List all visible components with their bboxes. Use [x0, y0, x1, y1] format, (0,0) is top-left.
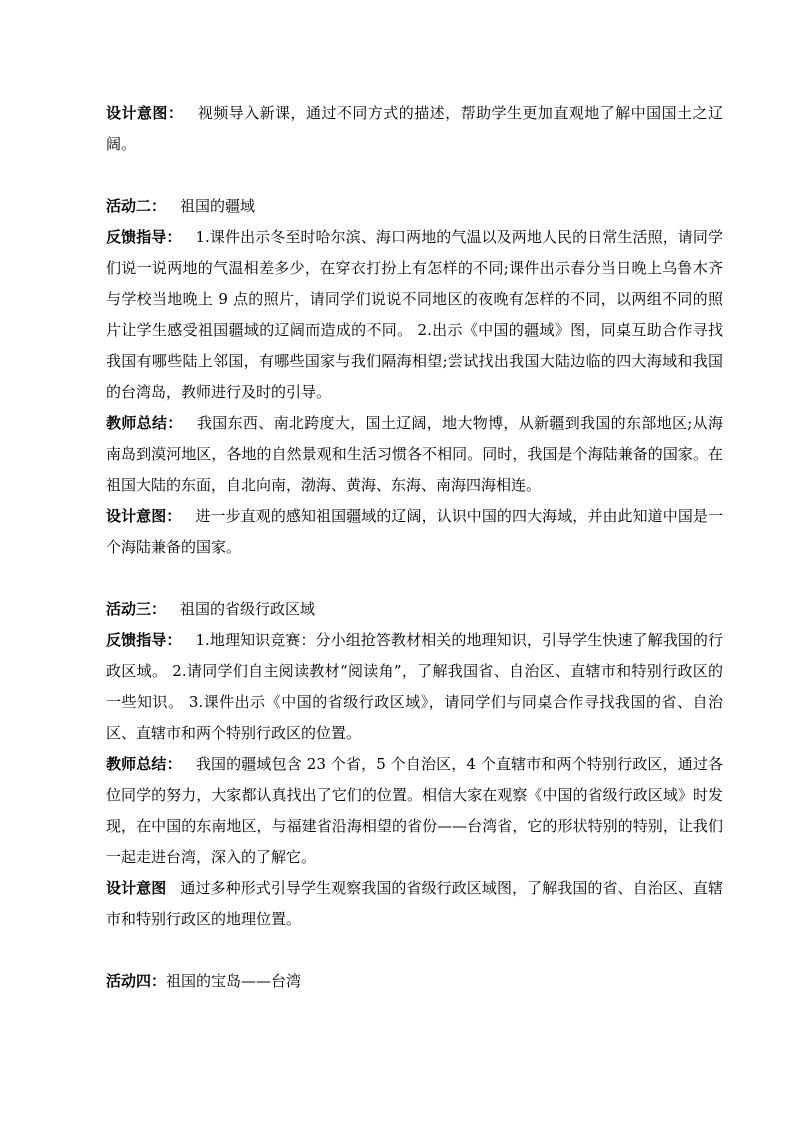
teacher-summary-text: 我国的疆域包含 23 个省，5 个自治区，4 个直辖市和两个特别行政区，通过各位同学的努力，大家都认真找出了它们的位置。相信大家在观察《中国的省级行政区域》时发现，在中国的东南地区，与福建省沿海相望的省份——台湾省，它的形状特别的特别，让我们一起走进台湾，深入的了解它。 — [106, 755, 723, 866]
activity-heading — [106, 594, 723, 625]
feedback-label: 反馈指导： — [106, 631, 182, 649]
design-intent-label: 设计意图： — [106, 507, 182, 525]
teacher-summary-label: 教师总结： — [106, 414, 183, 432]
design-intent-label: 设计意图： — [106, 104, 184, 122]
design-intent-text: 进一步直观的感知祖国疆域的辽阔，认识中国的四大海域，并由此知道中国是一个海陆兼备的国家。 — [106, 507, 723, 556]
activity-title: 祖国的宝岛——台湾 — [166, 972, 302, 990]
design-intent-text: 视频导入新课，通过不同方式的描述，帮助学生更加直观地了解中国国土之辽阔。 — [106, 104, 723, 153]
teacher-summary-paragraph — [106, 749, 723, 873]
design-intent-paragraph — [106, 873, 723, 935]
activity-label: 活动四： — [106, 972, 167, 990]
activity-heading — [106, 966, 723, 997]
activity-label: 活动三： — [106, 600, 167, 618]
activity-label: 活动二： — [106, 197, 167, 215]
feedback-text: 1.地理知识竞赛：分小组抢答教材相关的地理知识，引导学生快速了解我国的行政区域。 2.请同学们自主阅读教材“阅读角”，了解我国省、自治区、直辖市和特别行政区的一些知识。 3.课件出示《中国的省级行政区域》，请同学们与同桌合作寻找我国的省、自治区、直辖市和两个特别行政区的位置。 — [106, 631, 723, 742]
blank-line — [106, 935, 723, 966]
design-intent-paragraph — [106, 501, 723, 563]
teacher-summary-paragraph — [106, 408, 723, 501]
design-intent-text: 通过多种形式引导学生观察我国的省级行政区域图，了解我国的省、自治区、直辖市和特别行政区的地理位置。 — [106, 879, 723, 928]
activity-heading — [106, 191, 723, 222]
blank-line — [106, 160, 723, 191]
feedback-text: 1.课件出示冬至时哈尔滨、海口两地的气温以及两地人民的日常生活照，请同学们说一说两地的气温相差多少，在穿衣打扮上有怎样的不同;课件出示春分当日晚上乌鲁木齐与学校当地晚上 9 点的照片，请同学们说说不同地区的夜晚有怎样的不同，以两组不同的照片让学生感受祖国疆域的辽阔而造成的不同。 2.出示《中国的疆域》图，同桌互助合作寻找我国有哪些陆上邻国，有哪些国家与我们隔海相望;尝试找出我国大陆边临的四大海域和我国的台湾岛，教师进行及时的引导。 — [106, 228, 723, 401]
blank-line — [106, 563, 723, 594]
activity-title: 祖国的省级行政区域 — [180, 600, 316, 618]
design-intent-label: 设计意图 — [106, 879, 167, 897]
activity-title: 祖国的疆域 — [180, 197, 256, 215]
teacher-summary-text: 我国东西、南北跨度大，国土辽阔，地大物博，从新疆到我国的东部地区;从海南岛到漠河地区，各地的自然景观和生活习惯各不相同。同时，我国是个海陆兼备的国家。在祖国大陆的东面，自北向南，渤海、黄海、东海、南海四海相连。 — [106, 414, 723, 494]
document-page — [106, 98, 723, 997]
teacher-summary-label: 教师总结： — [106, 755, 182, 773]
design-intent-paragraph — [106, 98, 723, 160]
feedback-label: 反馈指导： — [106, 228, 182, 246]
feedback-paragraph — [106, 222, 723, 408]
feedback-paragraph — [106, 625, 723, 749]
